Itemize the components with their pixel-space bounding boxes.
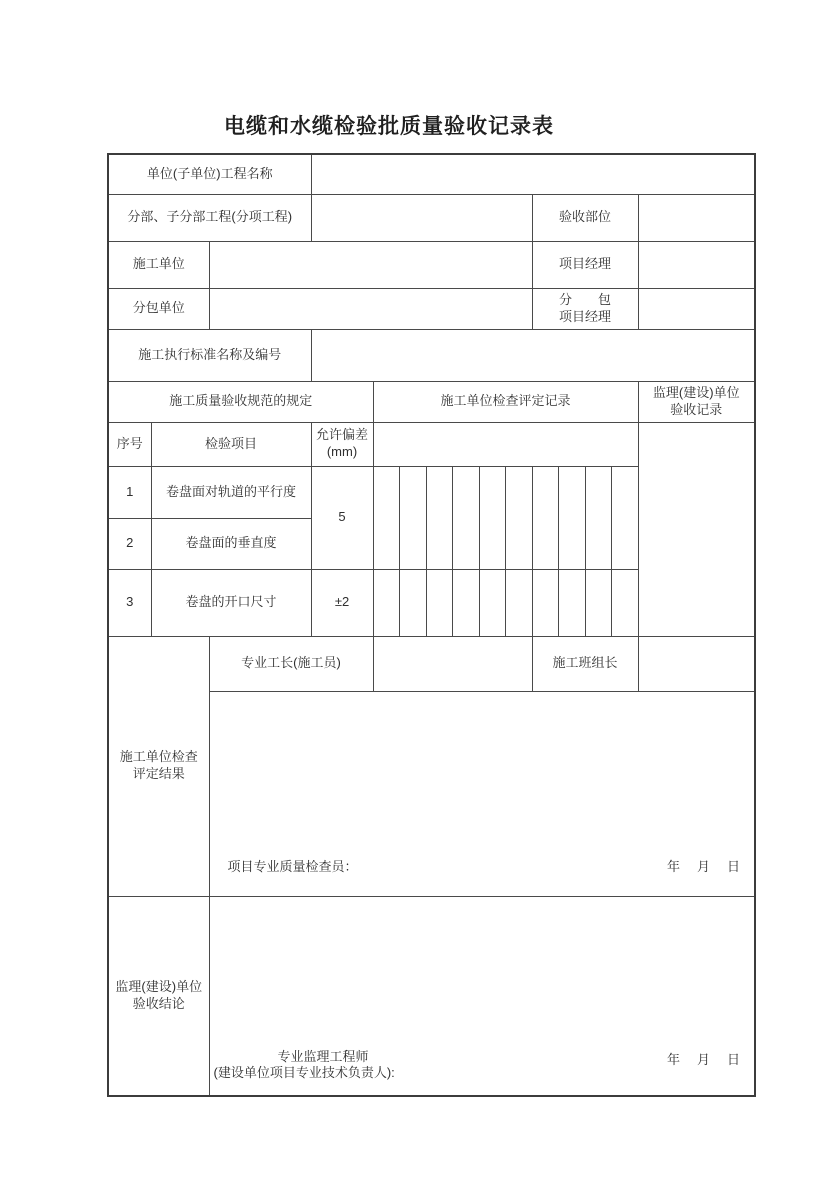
measurement-cell <box>612 466 639 569</box>
subcontract-pm-value <box>638 288 755 329</box>
construction-unit-value <box>209 241 532 288</box>
row-supervisor-conclusion <box>108 896 755 1096</box>
quality-inspector-label: 项目专业质量检查员： <box>227 858 358 874</box>
team-leader-label: 施工班组长 <box>532 636 638 691</box>
measurement-cell <box>426 466 453 569</box>
measurement-cell <box>373 569 400 636</box>
acceptance-part-label: 验收部位 <box>532 194 638 241</box>
measurement-cell <box>453 466 480 569</box>
acceptance-record-table <box>107 153 756 1097</box>
measurement-cell <box>426 569 453 636</box>
measurement-cell <box>559 569 586 636</box>
measurement-cell <box>506 569 533 636</box>
construction-result-area <box>209 691 755 896</box>
construction-result-signature-line <box>228 859 743 876</box>
item-3-tolerance: ±2 <box>311 569 373 636</box>
subcontract-unit-label: 分包单位 <box>108 288 209 329</box>
check-record-header: 施工单位检查评定记录 <box>373 381 638 422</box>
item-header: 检验项目 <box>151 422 311 466</box>
unit-project-value <box>311 154 755 194</box>
date-placeholder: 年 月 日 <box>666 858 742 874</box>
subdivision-value <box>311 194 532 241</box>
measurement-cell <box>612 569 639 636</box>
measurement-cell <box>506 466 533 569</box>
measurement-cell <box>400 466 427 569</box>
item-3-name: 卷盘的开口尺寸 <box>151 569 311 636</box>
team-leader-value <box>638 636 755 691</box>
check-record-blank <box>373 422 638 466</box>
spec-header: 施工质量验收规范的规定 <box>108 381 373 422</box>
measurement-cell <box>373 466 400 569</box>
supervisor-record-area <box>638 422 755 636</box>
supervisor-record-header: 监理(建设)单位 验收记录 <box>638 381 755 422</box>
row-unit-project <box>108 154 755 194</box>
measurement-cell <box>532 569 559 636</box>
acceptance-part-value <box>638 194 755 241</box>
standard-value <box>311 329 755 381</box>
measurement-cell <box>479 466 506 569</box>
row-subdivision <box>108 194 755 241</box>
item-2-name: 卷盘面的垂直度 <box>151 518 311 569</box>
unit-project-label: 单位(子单位)工程名称 <box>108 154 311 194</box>
supervisor-conclusion-area <box>209 896 755 1096</box>
tolerance-items-1-2: 5 <box>311 466 373 569</box>
supervisor-engineer-signature-line: 专业监理工程师 (建设单位项目专业技术负责人): <box>213 1048 395 1080</box>
row-section-headers <box>108 381 755 422</box>
subcontract-unit-value <box>209 288 532 329</box>
row-subheaders <box>108 422 755 466</box>
measurement-cell <box>479 569 506 636</box>
item-3-no: 3 <box>108 569 151 636</box>
row-subcontract-unit <box>108 288 755 329</box>
project-manager-value <box>638 241 755 288</box>
item-1-no: 1 <box>108 466 151 518</box>
supervisor-conclusion-label: 监理(建设)单位 验收结论 <box>108 896 209 1096</box>
project-manager-label: 项目经理 <box>532 241 638 288</box>
foreman-value <box>373 636 532 691</box>
construction-unit-label: 施工单位 <box>108 241 209 288</box>
measurement-cell <box>532 466 559 569</box>
page-title: 电缆和水缆检验批质量验收记录表 <box>224 115 554 138</box>
subdivision-label: 分部、子分部工程(分项工程) <box>108 194 311 241</box>
row-foreman <box>108 636 755 691</box>
date-placeholder: 年 月 日 <box>666 1052 742 1068</box>
subcontract-pm-label: 分 包 项目经理 <box>532 288 638 329</box>
item-2-no: 2 <box>108 518 151 569</box>
measurement-cell <box>585 466 612 569</box>
tolerance-header: 允许偏差 (mm) <box>311 422 373 466</box>
measurement-cell <box>559 466 586 569</box>
measurement-cell <box>400 569 427 636</box>
item-1-name: 卷盘面对轨道的平行度 <box>151 466 311 518</box>
row-standard <box>108 329 755 381</box>
standard-label: 施工执行标准名称及编号 <box>108 329 311 381</box>
seq-header: 序号 <box>108 422 151 466</box>
construction-result-label: 施工单位检查 评定结果 <box>108 636 209 896</box>
foreman-label: 专业工长(施工员) <box>209 636 373 691</box>
row-construction-unit <box>108 241 755 288</box>
measurement-cell <box>453 569 480 636</box>
measurement-cell <box>585 569 612 636</box>
